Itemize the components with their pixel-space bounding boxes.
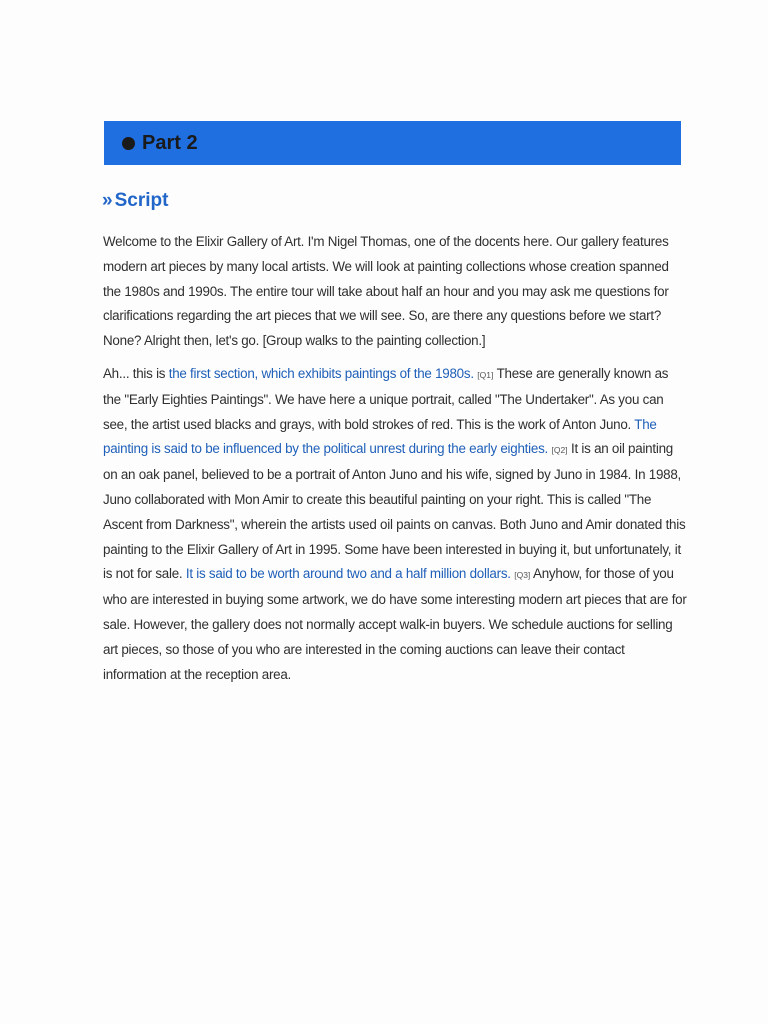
question-tag-q1: [Q1] [477, 370, 494, 380]
script-paragraph-intro: Welcome to the Elixir Gallery of Art. I'm Nigel Thomas, one of the docents here. Our gallery features modern art pieces by many local artists. We will look at painting collections whose creation spanned the 1980s and 1990s. The entire tour will take about half an hour and you may ask me questions for clarifications regarding the art pieces that we will see. So, are there any questions before we start? None? Alright then, let's go. [Group walks to the painting collection.] [103, 234, 669, 349]
part-title: Part 2 [142, 131, 198, 154]
script-heading-label: Script [114, 190, 169, 211]
part-banner [104, 121, 681, 165]
script-paragraph-gallery [103, 362, 688, 687]
paragraph-text: Ah... this is [103, 366, 169, 381]
question-tag-q3: [Q3] [514, 570, 531, 581]
question-tag-q2: [Q2] [551, 445, 568, 456]
bullet-icon [122, 137, 135, 150]
paragraph-text: Anyhow, for those of you who are interested in buying some artwork, we do have some interesting modern art pieces that are for sale. However, the gallery does not normally accept walk-in buyers. We schedule auctions for selling art pieces, so those of you who are interested in the coming auctions can leave their contact information at the reception area. [103, 566, 687, 682]
highlight-answer-q1: the first section, which exhibits paintings of the 1980s. [168, 366, 474, 381]
highlight-answer-q2: The painting is said to be influenced by the political unrest during the early eighties. [103, 416, 657, 457]
highlight-answer-q3: It is said to be worth around two and a half million dollars. [185, 566, 511, 582]
script-heading [102, 190, 168, 212]
paragraph-text: It is an oil painting on an oak panel, believed to be a portrait of Anton Juno and his wife, signed by Juno in 1984. In 1988, Juno collaborated with Mon Amir to create this beautiful painting on your right. This is called "The Ascent from Darkness", wherein the artists used oil paints on canvas. Both Juno and Amir donated this painting to the Elixir Gallery of Art in 1995. Some have been interested in buying it, but unfortunately, it is not for sale. [103, 441, 686, 582]
paragraph-text: These are generally known as the "Early Eighties Paintings". We have here a unique portrait, called "The Undertaker". As you can see, the artist used blacks and grays, with bold strokes of red. This is the work of Anton Juno. [103, 366, 669, 432]
double-chevron-icon: » [102, 190, 113, 211]
